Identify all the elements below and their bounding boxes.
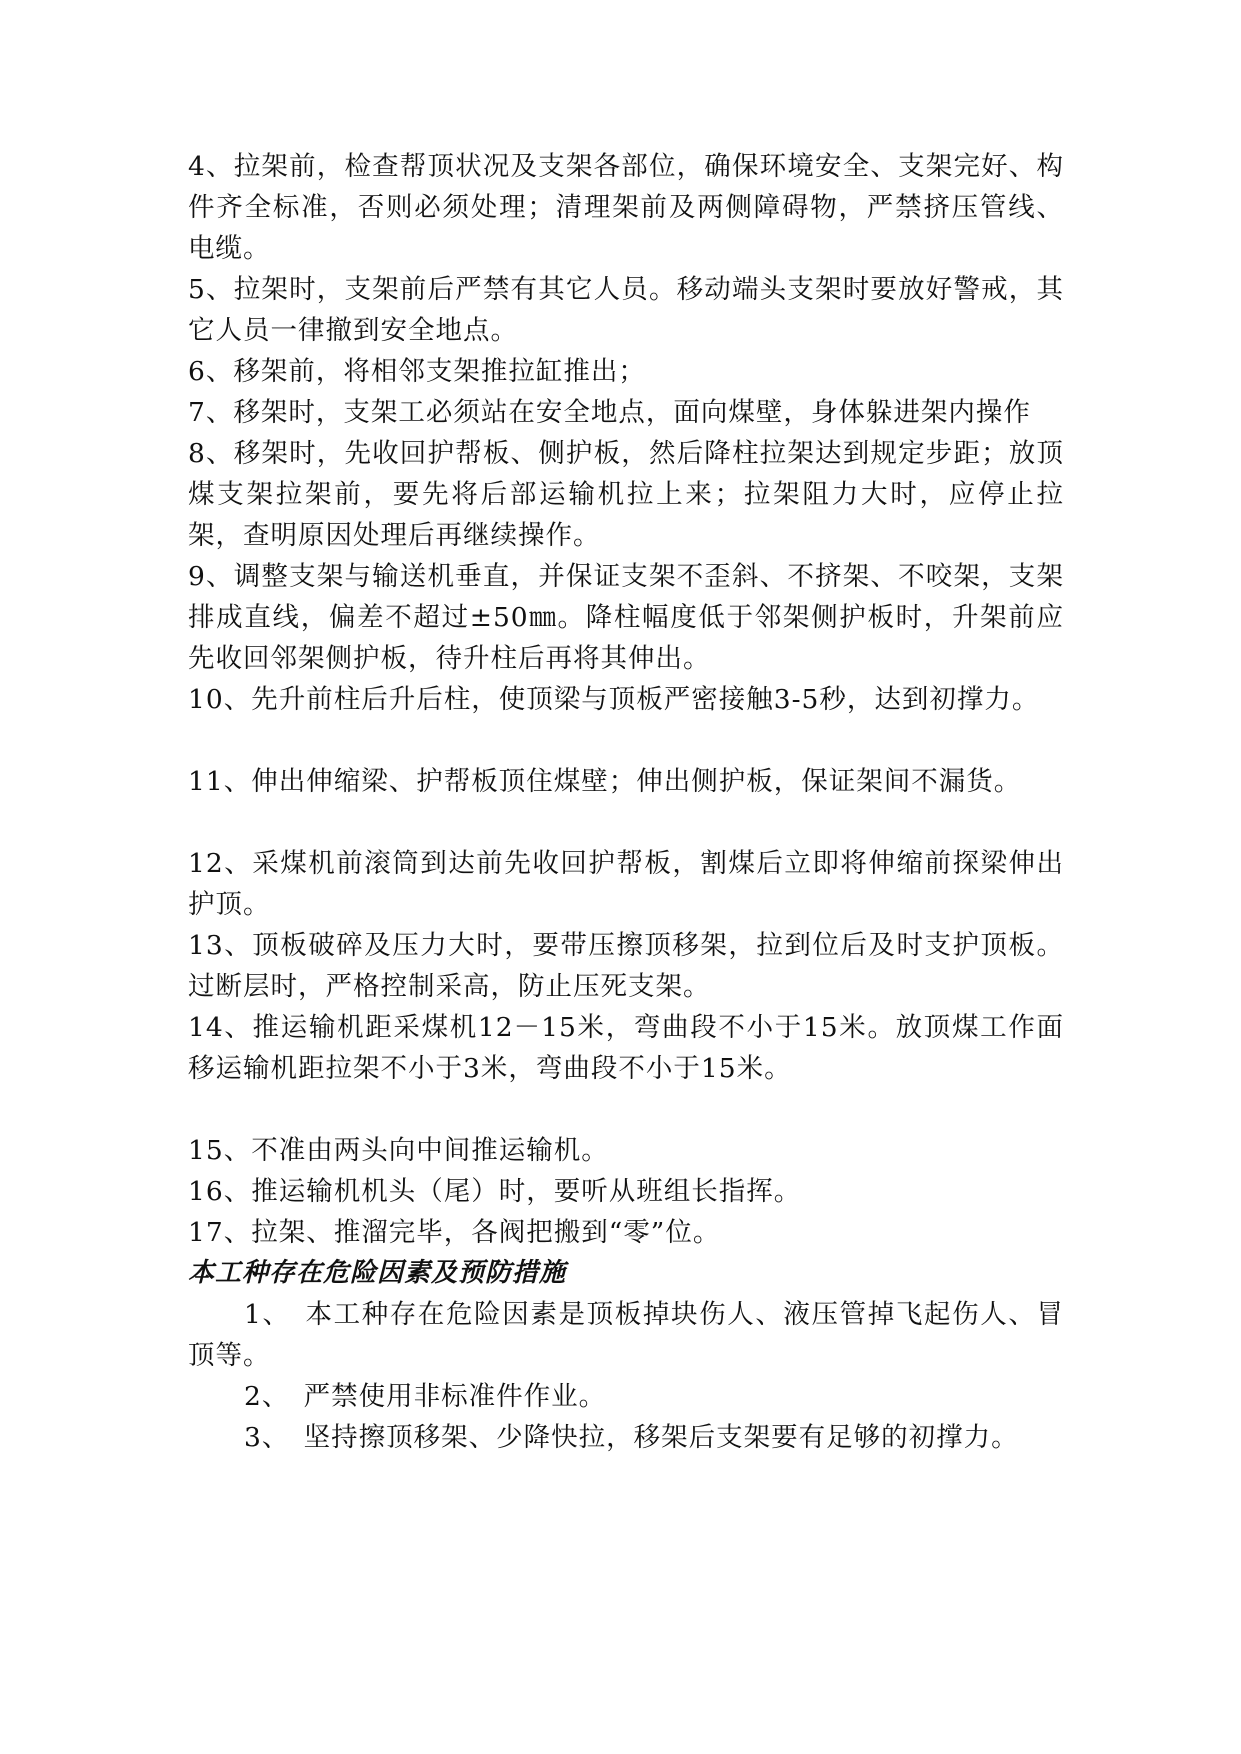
paragraph-item-14: 14、推运输机距采煤机12－15米，弯曲段不小于15米。放顶煤工作面移运输机距拉架不小于3米，弯曲段不小于15米。 [188, 1012, 1064, 1084]
section-item-2: 2、 严禁使用非标准件作业。 [244, 1381, 607, 1412]
paragraph-item-7: 7、移架时，支架工必须站在安全地点，面向煤壁，身体躲进架内操作 [188, 397, 1031, 428]
paragraph-item-10: 10、先升前柱后升后柱，使顶梁与顶板严密接触3-5秒，达到初撑力。 [188, 684, 1040, 715]
paragraph-item-11: 11、伸出伸缩梁、护帮板顶住煤壁；伸出侧护板，保证架间不漏货。 [188, 766, 1022, 797]
paragraph-item-4: 4、拉架前，检查帮顶状况及支架各部位，确保环境安全、支架完好、构件齐全标准，否则必须处理；清理架前及两侧障碍物，严禁挤压管线、电缆。 [188, 151, 1064, 264]
section-item-1: 1、 本工种存在危险因素是顶板掉块伤人、液压管掉飞起伤人、冒顶等。 [188, 1299, 1064, 1371]
document-page [188, 146, 1064, 1458]
paragraph-item-12: 12、采煤机前滚筒到达前先收回护帮板，割煤后立即将伸缩前探梁伸出护顶。 [188, 848, 1064, 920]
paragraph-item-17: 17、拉架、推溜完毕，各阀把搬到“零”位。 [188, 1217, 721, 1248]
paragraph-item-13: 13、顶板破碎及压力大时，要带压擦顶移架，拉到位后及时支护顶板。过断层时，严格控制采高，防止压死支架。 [188, 930, 1064, 1002]
paragraph-item-15: 15、不准由两头向中间推运输机。 [188, 1135, 609, 1166]
paragraph-item-9: 9、调整支架与输送机垂直，并保证支架不歪斜、不挤架、不咬架，支架排成直线，偏差不超过±50㎜。降柱幅度低于邻架侧护板时，升架前应先收回邻架侧护板，待升柱后再将其伸出。 [188, 561, 1064, 674]
paragraph-item-5: 5、拉架时，支架前后严禁有其它人员。移动端头支架时要放好警戒，其它人员一律撤到安全地点。 [188, 274, 1064, 346]
paragraph-item-16: 16、推运输机机头（尾）时，要听从班组长指挥。 [188, 1176, 802, 1207]
section-item-3: 3、 坚持擦顶移架、少降快拉，移架后支架要有足够的初撑力。 [244, 1422, 1019, 1453]
section-title: 本工种存在危险因素及预防措施 [188, 1258, 567, 1288]
paragraph-item-8: 8、移架时，先收回护帮板、侧护板，然后降柱拉架达到规定步距；放顶煤支架拉架前，要先将后部运输机拉上来；拉架阻力大时，应停止拉架，查明原因处理后再继续操作。 [188, 438, 1064, 551]
paragraph-item-6: 6、移架前，将相邻支架推拉缸推出； [188, 356, 646, 387]
